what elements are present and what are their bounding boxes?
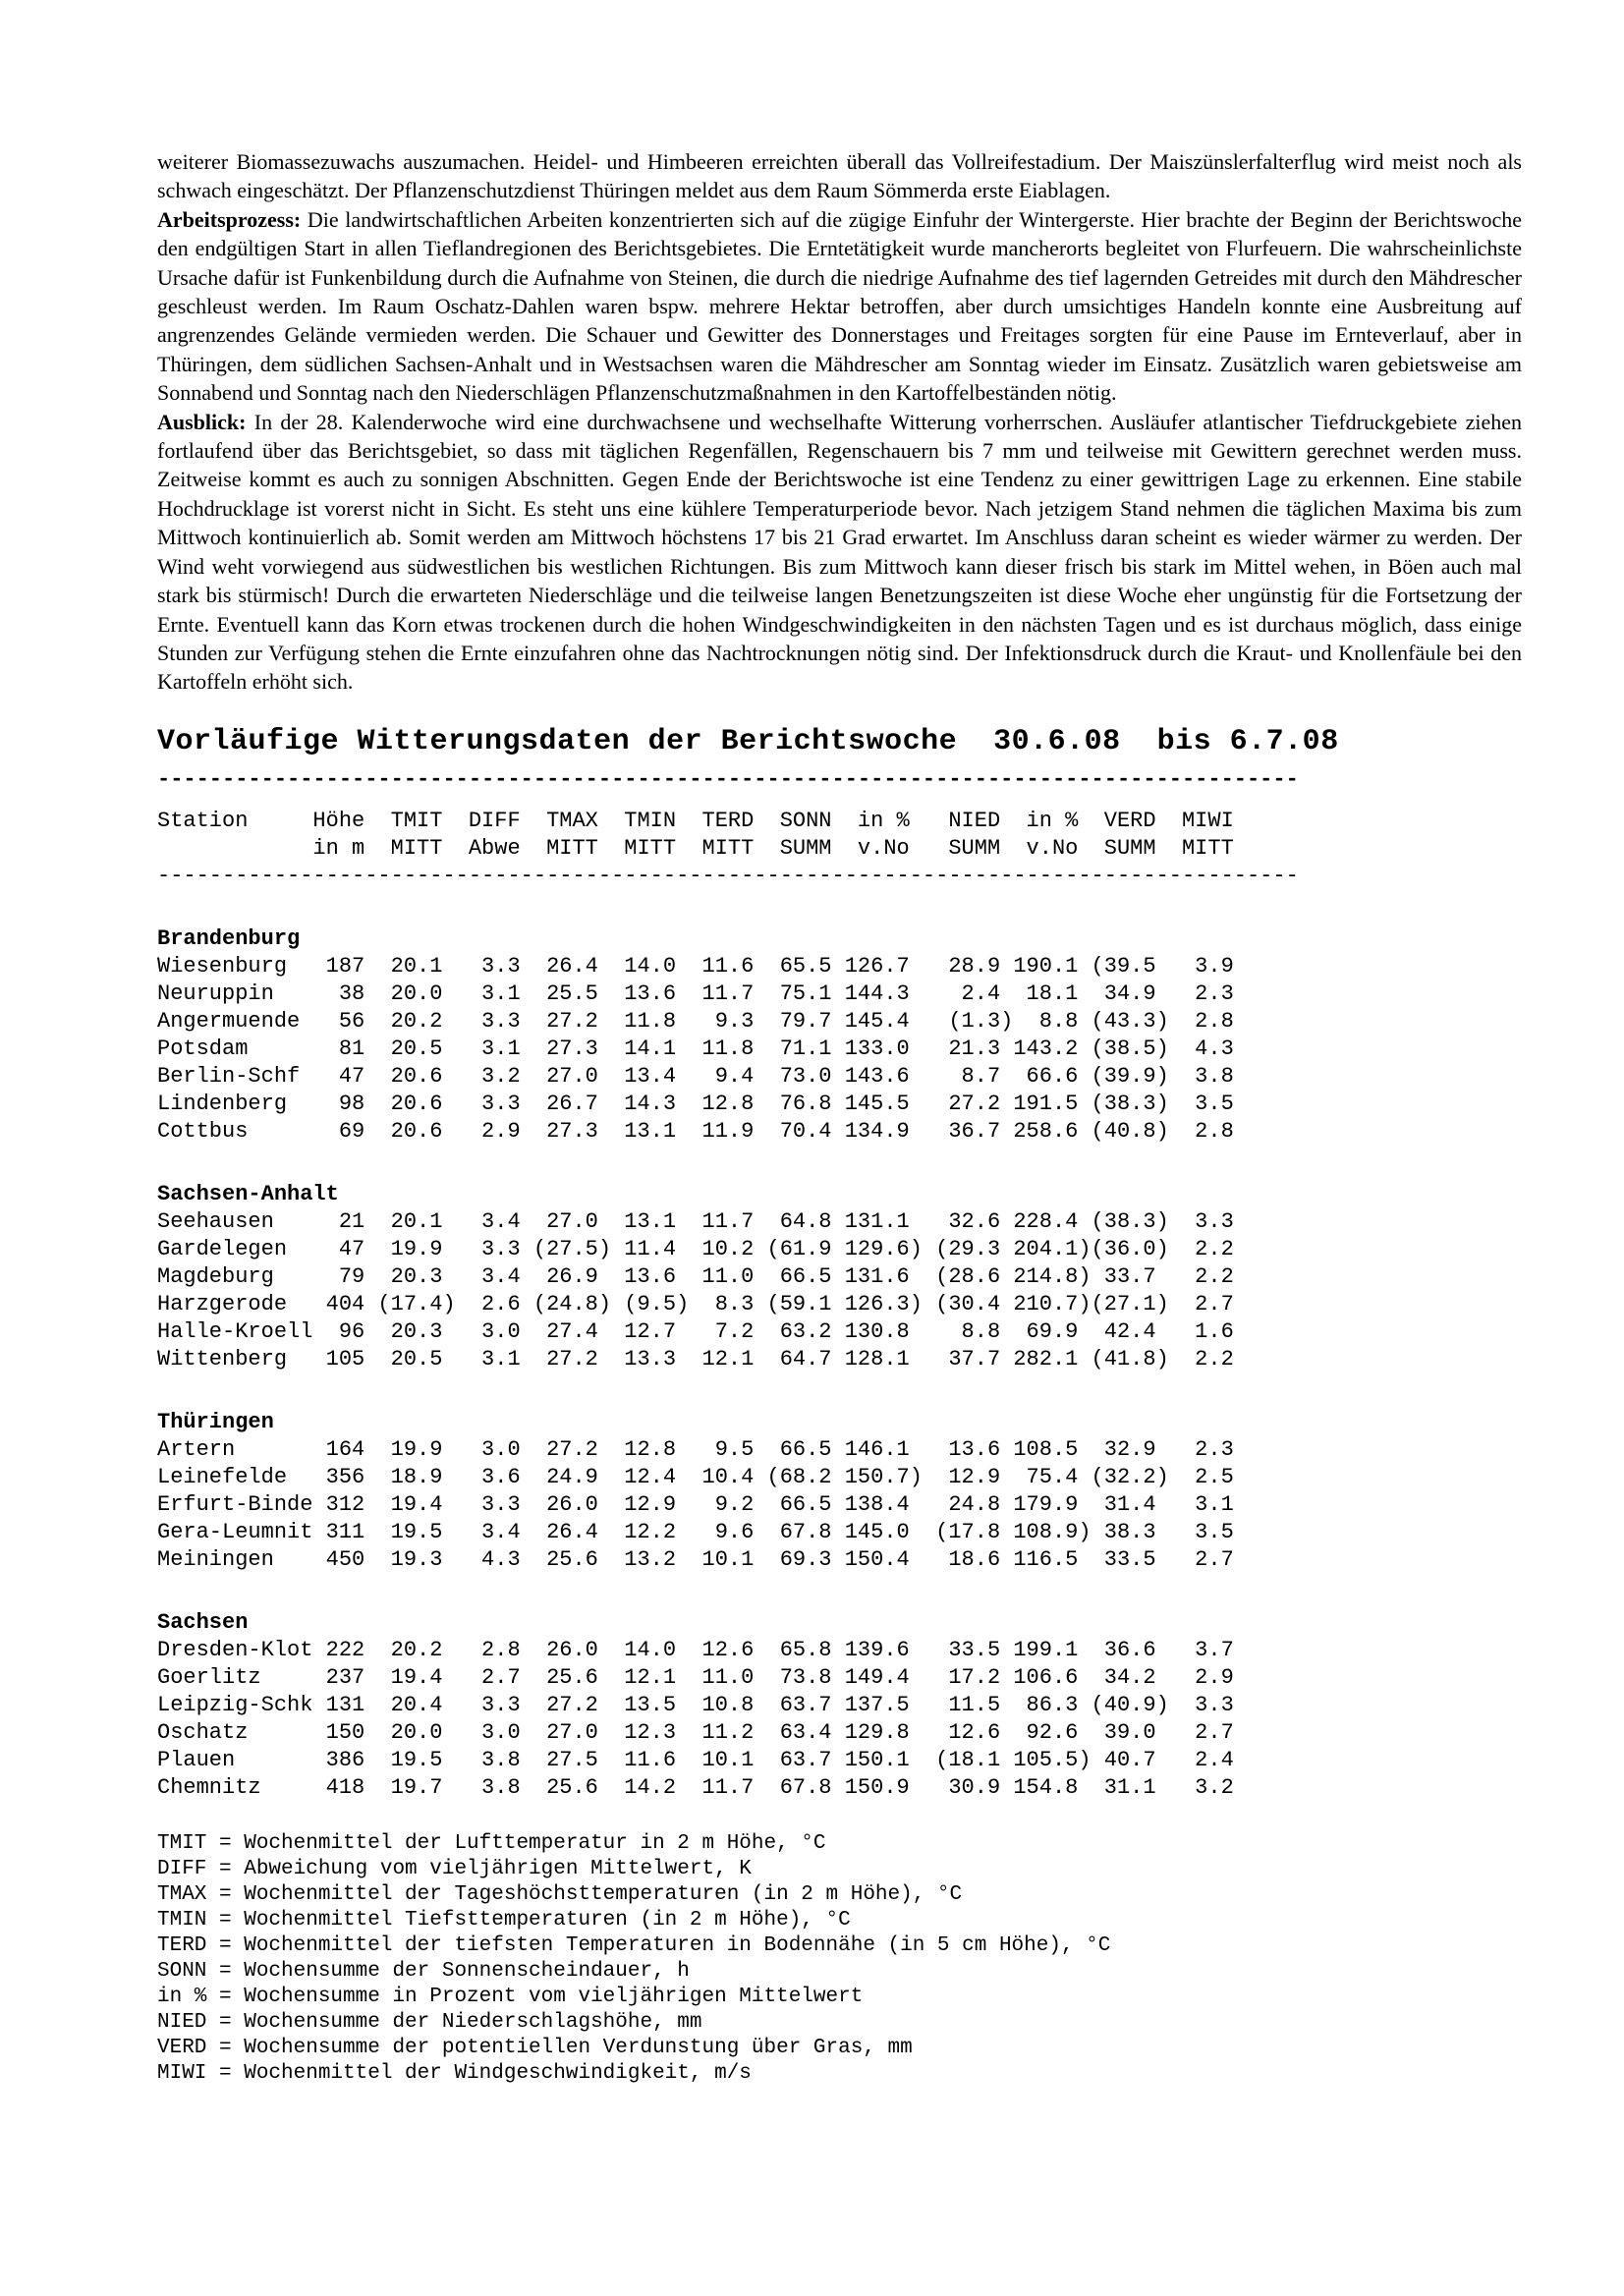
table-section	[157, 1609, 1522, 1802]
paragraph-lead: Arbeitsprozess:	[157, 206, 302, 232]
table-row: Gera-Leumnit 311 19.5 3.4 26.4 12.2 9.6 67.8 145.0 (17.8 108.9) 38.3 3.5	[157, 1519, 1234, 1544]
table-row: Chemnitz 418 19.7 3.8 25.6 14.2 11.7 67.8 150.9 30.9 154.8 31.1 3.2	[157, 1774, 1234, 1800]
table-header	[157, 808, 1522, 890]
legend-item: NIED = Wochensumme der Niederschlagshöhe, mm	[157, 2010, 702, 2034]
paragraph-lead: Ausblick:	[157, 409, 247, 434]
table-section-title: Brandenburg	[157, 925, 301, 951]
legend-item: DIFF = Abweichung vom vieljährigen Mittelwert, K	[157, 1857, 752, 1880]
intro-text	[157, 147, 1522, 697]
legend-item: in % = Wochensumme in Prozent vom vieljährigen Mittelwert	[157, 1985, 864, 2008]
table-row: Gardelegen 47 19.9 3.3 (27.5) 11.4 10.2 (61.9 129.6) (29.3 204.1)(36.0) 2.2	[157, 1236, 1234, 1261]
table-row: Neuruppin 38 20.0 3.1 25.5 13.6 11.7 75.1 144.3 2.4 18.1 34.9 2.3	[157, 980, 1234, 1006]
table-header-row: Station Höhe TMIT DIFF TMAX TMIN TERD SONN in % NIED in % VERD MIWI	[157, 808, 1234, 833]
table-row: Magdeburg 79 20.3 3.4 26.9 13.6 11.0 66.5 131.6 (28.6 214.8) 33.7 2.2	[157, 1263, 1234, 1289]
paragraph-body: weiterer Biomassezuwachs auszumachen. Heidel- und Himbeeren erreichten überall das Vollreifestadium. Der Maiszünslerfalterflug wird meist noch als schwach eingeschätzt. Der Pflanzenschutzdienst Thüringen meldet aus dem Raum Sömmerda erste Eiablagen.	[157, 149, 1522, 203]
table-row: Harzgerode 404 (17.4) 2.6 (24.8) (9.5) 8.3 (59.1 126.3) (30.4 210.7)(27.1) 2.7	[157, 1291, 1234, 1316]
paragraph-continuation	[157, 147, 1522, 205]
table-row: Oschatz 150 20.0 3.0 27.0 12.3 11.2 63.4 129.8 12.6 92.6 39.0 2.7	[157, 1719, 1234, 1745]
legend-item: TMAX = Wochenmittel der Tageshöchsttemperaturen (in 2 m Höhe), °C	[157, 1882, 963, 1906]
table-row: Meiningen 450 19.3 4.3 25.6 13.2 10.1 69.3 150.4 18.6 116.5 33.5 2.7	[157, 1546, 1234, 1572]
table-row: Halle-Kroell 96 20.3 3.0 27.4 12.7 7.2 63.2 130.8 8.8 69.9 42.4 1.6	[157, 1318, 1234, 1344]
table-section-title: Thüringen	[157, 1409, 274, 1434]
table-row: Berlin-Schf 47 20.6 3.2 27.0 13.4 9.4 73.0 143.6 8.7 66.6 (39.9) 3.8	[157, 1063, 1234, 1089]
legend	[157, 1831, 1522, 2087]
table-row: Leipzig-Schk 131 20.4 3.3 27.2 13.5 10.8 63.7 137.5 11.5 86.3 (40.9) 3.3	[157, 1692, 1234, 1717]
table-row: Potsdam 81 20.5 3.1 27.3 14.1 11.8 71.1 133.0 21.3 143.2 (38.5) 4.3	[157, 1036, 1234, 1061]
table-row: Goerlitz 237 19.4 2.7 25.6 12.1 11.0 73.8 149.4 17.2 106.6 34.2 2.9	[157, 1664, 1234, 1690]
legend-item: TERD = Wochenmittel der tiefsten Temperaturen in Bodennähe (in 5 cm Höhe), °C	[157, 1933, 1111, 1957]
table-section-title: Sachsen	[157, 1609, 249, 1635]
table-row: Wiesenburg 187 20.1 3.3 26.4 14.0 11.6 65.5 126.7 28.9 190.1 (39.5 3.9	[157, 953, 1234, 979]
table-section	[157, 925, 1522, 1146]
table-row: Leinefelde 356 18.9 3.6 24.9 12.4 10.4 (68.2 150.7) 12.9 75.4 (32.2) 2.5	[157, 1464, 1234, 1489]
table-row: Wittenberg 105 20.5 3.1 27.2 13.3 12.1 64.7 128.1 37.7 282.1 (41.8) 2.2	[157, 1346, 1234, 1372]
legend-item: SONN = Wochensumme der Sonnenscheindauer, h	[157, 1959, 690, 1983]
paragraph-body: Die landwirtschaftlichen Arbeiten konzentrierten sich auf die zügige Einfuhr der Wintergerste. Hier brachte der Beginn der Berichtswoche den endgültigen Start in allen Tieflandregionen des Berichtsgebietes. Die Erntetätigkeit wurde mancherorts begleitet von Flurfeuern. Die wahrscheinlichste Ursache dafür ist Funkenbildung durch die Aufnahme von Steinen, die durch die niedrige Aufnahme des tief lagernden Getreides mit durch den Mähdrescher geschleust werden. Im Raum Oschatz-Dahlen waren bspw. mehrere Hektar betroffen, aber durch umsichtiges Handeln konnte eine Ausbreitung auf angrenzendes Gelände vermieden werden. Die Schauer und Gewitter des Donnerstages und Freitages sorgten für eine Pause im Ernteverlauf, aber in Thüringen, dem südlichen Sachsen-Anhalt und in Westsachsen waren die Mähdrescher am Sonntag wieder im Einsatz. Zusätzlich waren gebietsweise am Sonnabend und Sonntag nach den Niederschlägen Pflanzenschutzmaßnahmen in den Kartoffelbeständen nötig.	[157, 206, 1522, 406]
table-row: Artern 164 19.9 3.0 27.2 12.8 9.5 66.5 146.1 13.6 108.5 32.9 2.3	[157, 1436, 1234, 1462]
legend-item: TMIT = Wochenmittel der Lufttemperatur in 2 m Höhe, °C	[157, 1831, 826, 1855]
table-row: Angermuende 56 20.2 3.3 27.2 11.8 9.3 79.7 145.4 (1.3) 8.8 (43.3) 2.8	[157, 1008, 1234, 1034]
table-section	[157, 1409, 1522, 1574]
table-row: Erfurt-Binde 312 19.4 3.3 26.0 12.9 9.2 66.5 138.4 24.8 179.9 31.4 3.1	[157, 1491, 1234, 1517]
paragraph-body: In der 28. Kalenderwoche wird eine durchwachsene und wechselhafte Witterung vorherrschen. Ausläufer atlantischer Tiefdruckgebiete ziehen fortlaufend über das Berichtsgebiet, so dass mit täglichen Regenfällen, Regenschauern bis 7 mm und teilweise mit Gewittern gerechnet werden muss. Zeitweise kommt es auch zu sonnigen Abschnitten. Gegen Ende der Berichtswoche ist eine Tendenz zu einer gewittrigen Lage zu erkennen. Eine stabile Hochdrucklage ist vorerst nicht in Sicht. Es steht uns eine kühlere Temperaturperiode bevor. Nach jetzigem Stand nehmen die täglichen Maxima bis zum Mittwoch kontinuierlich ab. Somit werden am Mittwoch höchstens 17 bis 21 Grad erwartet. Im Anschluss daran scheint es wieder wärmer zu werden. Der Wind weht vorwiegend aus südwestlichen bis westlichen Richtungen. Bis zum Mittwoch kann dieser frisch bis stark im Mittel wehen, in Böen auch mal stark bis stürmisch! Durch die erwarteten Niederschläge und die teilweise langen Benetzungszeiten ist diese Woche eher ungünstig für die Fortsetzung der Ernte. Eventuell kann das Korn etwas trockenen durch die hohen Windgeschwindigkeiten in den nächsten Tagen und es ist durchaus möglich, dass einige Stunden zur Verfügung stehen die Ernte einzufahren ohne das Nachtrocknungen nötig sind. Der Infektionsdruck durch die Kraut- und Knollenfäule bei den Kartoffeln erhöht sich.	[157, 409, 1522, 695]
weather-table	[157, 808, 1522, 1802]
table-section-title: Sachsen-Anhalt	[157, 1181, 339, 1206]
table-section	[157, 1181, 1522, 1373]
legend-item: TMIN = Wochenmittel Tiefsttemperaturen (in 2 m Höhe), °C	[157, 1908, 851, 1932]
paragraph-arbeitsprozess	[157, 205, 1522, 408]
table-row: Plauen 386 19.5 3.8 27.5 11.6 10.1 63.7 150.1 (18.1 105.5) 40.7 2.4	[157, 1747, 1234, 1772]
table-header-row: in m MITT Abwe MITT MITT MITT SUMM v.No SUMM v.No SUMM MITT	[157, 835, 1234, 861]
paragraph-ausblick	[157, 408, 1522, 697]
legend-item: MIWI = Wochenmittel der Windgeschwindigkeit, m/s	[157, 2061, 752, 2085]
table-row: Lindenberg 98 20.6 3.3 26.7 14.3 12.8 76.8 145.5 27.2 191.5 (38.3) 3.5	[157, 1091, 1234, 1116]
title-separator: ----------------------------------------------------------------------------------------	[157, 766, 1299, 792]
table-row: Seehausen 21 20.1 3.4 27.0 13.1 11.7 64.8 131.1 32.6 228.4 (38.3) 3.3	[157, 1208, 1234, 1234]
table-row: Cottbus 69 20.6 2.9 27.3 13.1 11.9 70.4 134.9 36.7 258.6 (40.8) 2.8	[157, 1118, 1234, 1144]
table-row: Dresden-Klot 222 20.2 2.8 26.0 14.0 12.6 65.8 139.6 33.5 199.1 36.6 3.7	[157, 1637, 1234, 1662]
section-title: Vorläufige Witterungsdaten der Berichtswoche 30.6.08 bis 6.7.08	[157, 724, 1339, 758]
legend-item: VERD = Wochensumme der potentiellen Verdunstung über Gras, mm	[157, 2036, 913, 2059]
table-separator: ----------------------------------------------------------------------------------------	[157, 863, 1299, 888]
